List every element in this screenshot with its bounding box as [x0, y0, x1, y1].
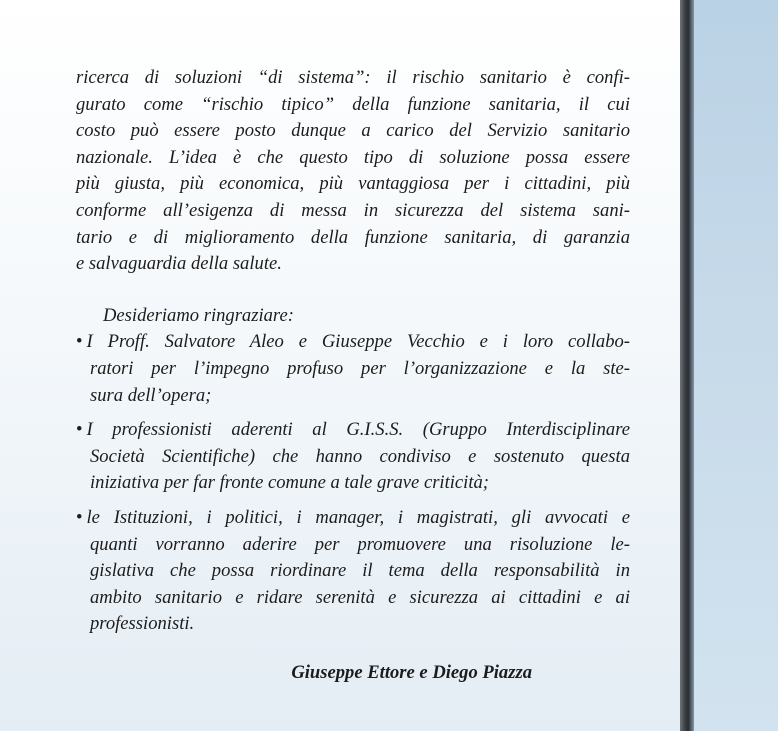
list-item-line: le Istituzioni, i politici, i manager, i magistrati, gli avvocati e [86, 506, 630, 528]
list-item-line: ratori per l’impegno profuso per l’organizzazione e la ste- [90, 357, 630, 379]
list-item [76, 505, 630, 638]
thanks-list [76, 329, 630, 638]
list-item-line: sura dell’opera; [90, 384, 212, 406]
list-item-line: iniziativa per far fronte comune a tale grave criticità; [90, 472, 490, 494]
list-item [76, 417, 630, 497]
list-item-line: ambito sanitario e ridare serenità e sicurezza ai cittadini e ai [90, 586, 630, 608]
paragraph-line: gurato come “rischio tipico” della funzione sanitaria, il cui [76, 93, 630, 115]
intro-paragraph [76, 65, 630, 278]
paragraph-line: e salvaguardia della salute. [76, 253, 282, 275]
paragraph-line: conforme all’esigenza di messa in sicurezza del sistema sani- [76, 199, 630, 221]
paragraph-line: ricerca di soluzioni “di sistema”: il rischio sanitario è confi- [76, 67, 630, 88]
list-item-line: quanti vorranno aderire per promuovere una risoluzione le- [90, 533, 630, 555]
list-item [76, 329, 630, 409]
list-item-line: I professionisti aderenti al G.I.S.S. (Gruppo Interdisciplinare [86, 419, 630, 441]
list-item-line: gislativa che possa riordinare il tema della responsabilità in [90, 560, 630, 582]
body-text [76, 65, 630, 638]
paragraph-line: nazionale. L’idea è che questo tipo di soluzione possa essere [76, 146, 630, 168]
paragraph-line: costo può essere posto dunque a carico del Servizio sanitario [76, 120, 630, 142]
adjacent-page [694, 0, 778, 731]
bullet-icon: • [76, 331, 83, 353]
list-item-line: professionisti. [90, 613, 195, 635]
paragraph-line: tario e di miglioramento della funzione sanitaria, di garanzia [76, 226, 630, 248]
list-item-line: Società Scientifiche) che hanno condiviso e sostenuto questa [90, 445, 630, 467]
paragraph-line: più giusta, più economica, più vantaggiosa per i cittadini, più [76, 173, 630, 195]
list-item-line: I Proff. Salvatore Aleo e Giuseppe Vecchio e i loro collabo- [86, 331, 630, 353]
bullet-icon: • [76, 506, 83, 528]
thanks-heading: Desideriamo ringraziare: [103, 304, 294, 326]
signature: Giuseppe Ettore e Diego Piazza [291, 662, 532, 683]
bullet-icon: • [76, 419, 83, 441]
page-edge-shadow [680, 0, 694, 731]
